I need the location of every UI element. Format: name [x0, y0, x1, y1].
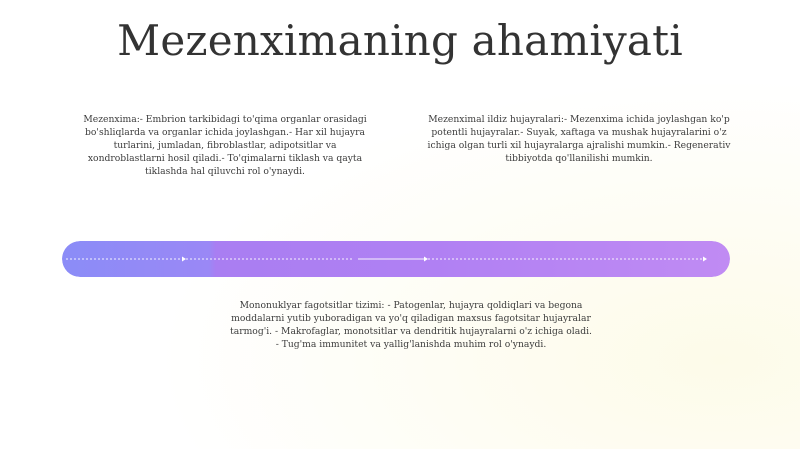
text-block-phagocyte-system: Mononuklyar fagotsitlar tizimi: - Patogenlar, hujayra qoldiqlari va begona moddalarni yutib yuboradigan va yo'q qiladigan maxsus fagotsitar hujayralar tarmog'i. - Makrofaglar, monotsitlar va dendritik hujayralarni o'z ichiga oladi. - Tug'ma immunitet va yallig'lanishda muhim rol o'ynaydi. — [230, 300, 592, 350]
slide-title: Mezenximaning ahamiyati — [117, 16, 683, 65]
text-block-mesenchyme: Mezenxima:- Embrion tarkibidagi to'qima organlar orasidagi bo'shliqlarda va organlar ichida joylashgan.- Har xil hujayra turlarini, jumladan, fibroblastlar, adipotsitlar va xondroblastlarni hosil qiladi.- To'qimalarni tiklash va qayta tiklashda hal qiluvchi rol o'ynaydi. — [83, 114, 367, 177]
timeline-bar — [62, 241, 730, 277]
text-block-stem-cells: Mezenximal ildiz hujayralari:- Mezenxima ichida joylashgan ko'p potentli hujayralar.- Suyak, xaftaga va mushak hujayralarini o'z ichiga olgan turli xil hujayralarga ajralishi mumkin.- Regenerativ tibbiyotda qo'llanilishi mumkin. — [427, 114, 731, 164]
timeline-graphic — [62, 241, 730, 277]
